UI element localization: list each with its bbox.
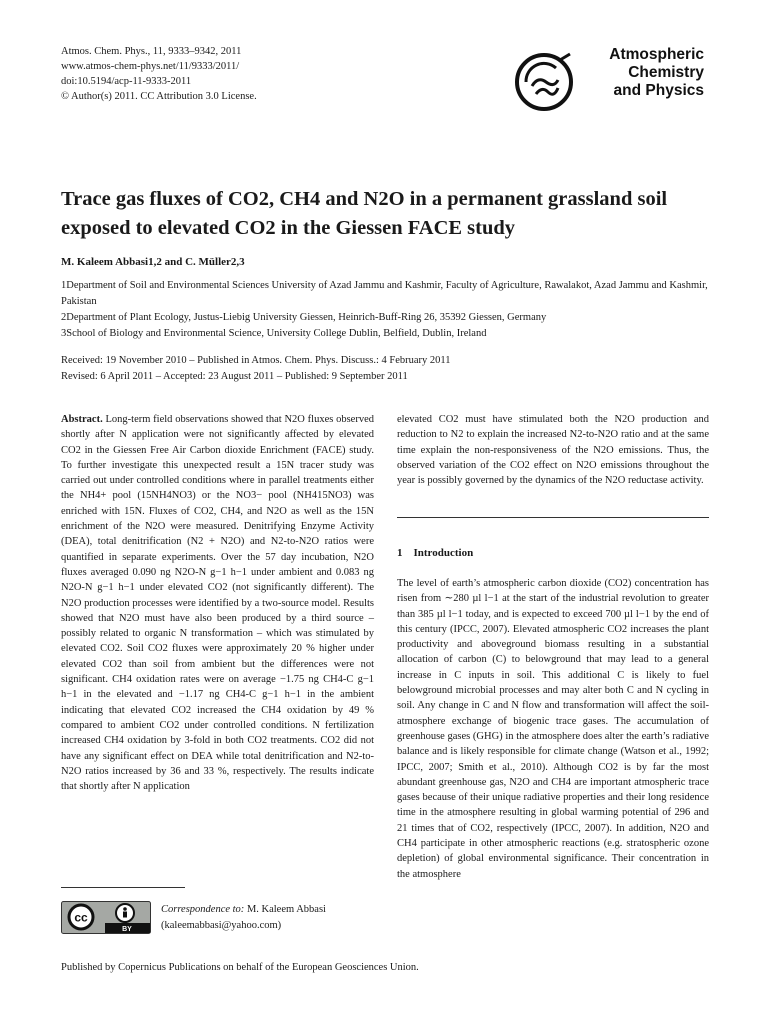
section-number: 1	[397, 547, 403, 559]
author-list: M. Kaleem Abbasi1,2 and C. Müller2,3	[61, 256, 245, 268]
title-line-2: exposed to elevated CO2 in the Giessen FACE study	[61, 217, 516, 239]
abstract-continued-column	[397, 412, 709, 488]
abstract-continued-text: elevated CO2 must have stimulated both the N2O production and reduction to N2 to explain the increased N2-to-N2O ratio and at the same time explain the non-responsiveness of the N2O emissions. Thus, the observed variation of the CO2 effect on N2O emissions throughout the year is possibly governed by the dynamics of the N2O reductase activity.	[397, 414, 709, 487]
paper-title	[61, 185, 711, 243]
journal-logo	[512, 42, 712, 122]
logo-line-3: and Physics	[613, 82, 704, 99]
correspondence-name: M. Kaleem Abbasi	[246, 904, 326, 915]
affiliation-2: 2Department of Plant Ecology, Justus-Liebig University Giessen, Heinrich-Buff-Ring 26, 35392 Giessen, Germany	[61, 312, 547, 323]
publisher-footer: Published by Copernicus Publications on behalf of the European Geosciences Union.	[61, 962, 419, 973]
abstract-column	[61, 412, 374, 794]
correspondence	[161, 902, 381, 934]
abstract-end-rule	[397, 517, 709, 518]
revised-line: Revised: 6 April 2011 – Accepted: 23 August 2011 – Published: 9 September 2011	[61, 371, 408, 382]
abstract-paragraph	[61, 412, 374, 794]
title-line-1: Trace gas fluxes of CO2, CH4 and N2O in a permanent grassland soil	[61, 188, 668, 210]
affiliation-1: 1Department of Soil and Environmental Sciences University of Azad Jammu and Kashmir, Faculty of Agriculture, Rawalakot, Azad Jammu and Kashmir, Pakistan	[61, 280, 708, 307]
correspondence-label: Correspondence to:	[161, 904, 245, 915]
by-label: BY	[122, 926, 132, 933]
correspondence-email[interactable]: (kaleemabbasi@yahoo.com)	[161, 920, 282, 931]
affiliations	[61, 278, 711, 342]
introduction-paragraph: The level of earth’s atmospheric carbon dioxide (CO2) concentration has risen from ∼280 µl l−1 at the start of the industrial revolution to greater than 385 µl l−1 today, and is expected to exceed 700 µl l−1 by the end of this century (IPCC, 2007). Elevated atmospheric CO2 increases the plant productivity and aboveground biomass resulting in a substantial allocation of carbon (C) to belowground that may lead to a general increase in C inputs in soil. This additional C is likely to fuel belowground microbial processes and may alter both C and N cycling in soil. Any change in C and N flow and transformation will affect the soil-atmosphere exchange of biogenic trace gases. The accumulation of greenhouse gases (GHG) in the atmosphere does alter the earth’s radiative balance and is likely responsible for climate change (Watson et al., 1992; IPCC, 2007; Smith et al., 2010). Although CO2 is by far the most abundant greenhouse gas, N2O and CH4 are important atmospheric trace gases because of their unique radiative properties and their long residence time in the atmosphere resulting in global warming potential of 296 and 21 times that of CO2, respectively (IPCC, 2007). In addition, N2O and CH4 participate in other atmospheric reactions (e.g. stratospheric ozone depletion) of global environmental significance. Their concentration in the atmosphere	[397, 578, 709, 880]
affiliation-3: 3School of Biology and Environmental Science, University College Dublin, Belfield, Dublin, Ireland	[61, 328, 487, 339]
journal-citation: Atmos. Chem. Phys., 11, 9333–9342, 2011	[61, 46, 242, 57]
received-line: Received: 19 November 2010 – Published in Atmos. Chem. Phys. Discuss.: 4 February 2011	[61, 355, 451, 366]
abstract-label: Abstract.	[61, 414, 103, 425]
logo-wordmark	[574, 46, 704, 100]
svg-text:EGU: EGU	[538, 83, 550, 88]
logo-line-1: Atmospheric	[609, 46, 704, 63]
egu-emblem-icon	[512, 50, 576, 114]
abstract-text: Long-term field observations showed that N2O fluxes observed shortly after N application were not significantly affected by elevated CO2 in the Giessen Free Air Carbon dioxide Enrichment (FACE) study. To further investigate this unexpected result a 15N tracer study was carried out under controlled conditions where in parallel treatments either the NH4+ pool (15NH4NO3) or the NO3− pool (NH415NO3) was enriched with 15N. Fluxes of CO2, CH4, and N2O as well as the 15N enrichment of the N2O were measured. Denitrifying Enzyme Activity (DEA), total denitrification (N2 + N2O) and N2-to-N2O ratios were quantified in separate experiments. Over the 57 day incubation, N2O fluxes averaged 0.090 ng N2O-N g−1 h−1 under ambient and 0.083 ng N2O-N g−1 h−1 under elevated CO2 (not significantly different). The N2O production processes were identified by a two-source model. Results showed that N2O must have also been produced by a third source – possibly related to organic N transformation – which was stimulated by elevated CO2. Soil CO2 fluxes were approximately 20 % higher under elevated CO2 than soil from ambient but the differences were not significant. CH4 oxidation rates were on average −1.75 ng CH4-C g−1 h−1 in the elevated and −1.17 ng CH4-C g−1 h−1 in the ambient indicating that elevated CO2 increased the CH4 oxidation by 49 % compared to ambient CO2 under controlled conditions. N fertilization increased CH4 oxidation by 3-fold in both CO2 treatments. CO2 did not have any significant effect on DEA while total denitrification and N2-to-N2O ratios increased by 36 and 33 %, respectively. The results indicate that shortly after N application	[61, 414, 375, 793]
article-doi[interactable]: doi:10.5194/acp-11-9333-2011	[61, 76, 192, 87]
cc-by-badge[interactable]	[61, 901, 151, 934]
section-heading	[397, 547, 473, 559]
journal-header	[61, 44, 257, 104]
publication-dates	[61, 353, 711, 385]
section-title: Introduction	[413, 547, 474, 559]
article-url[interactable]: www.atmos-chem-phys.net/11/9333/2011/	[61, 61, 240, 72]
introduction-text-column	[397, 576, 709, 882]
cc-icon-text: cc	[74, 910, 88, 925]
logo-line-2: Chemistry	[628, 64, 704, 81]
footnote-rule	[61, 887, 185, 888]
license-line: © Author(s) 2011. CC Attribution 3.0 License.	[61, 91, 257, 102]
